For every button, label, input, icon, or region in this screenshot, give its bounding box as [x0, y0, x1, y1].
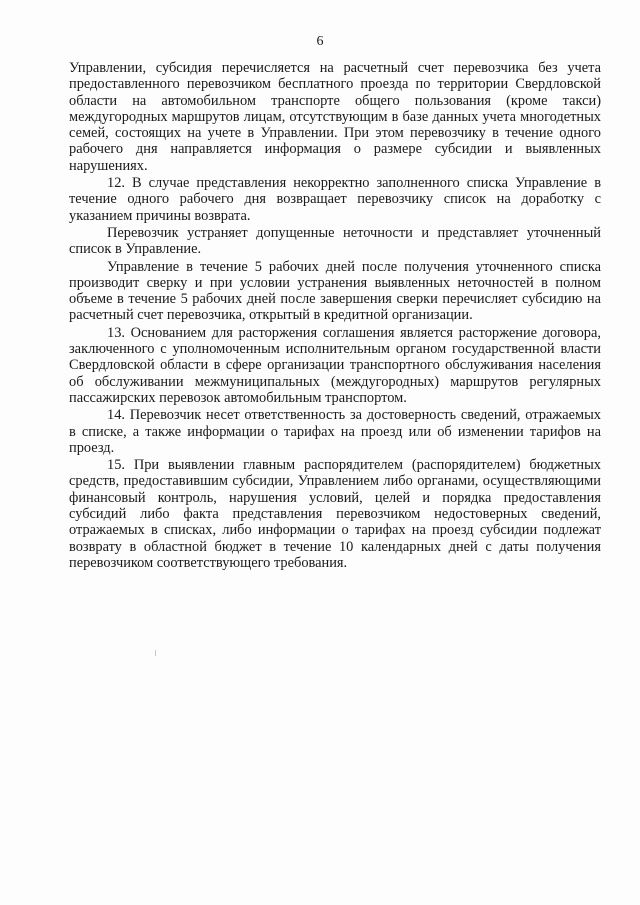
- paragraph-12: 12. В случае представления некорректно заполненного списка Управление в течение одного рабочего дня возвращает перевозчику список на доработку с указанием причины возврата.: [69, 175, 601, 224]
- paragraph-reconciliation: Управление в течение 5 рабочих дней после получения уточненного списка производит сверку и при условии устранения выявленных неточностей в полном объеме в течение 5 рабочих дней после завершения сверки перечисляет субсидию на расчетный счет перевозчика, открытый в кредитной организации.: [69, 258, 601, 324]
- paragraph-15: 15. При выявлении главным распорядителем (распорядителем) бюджетных средств, предоставившим субсидии, Управлением либо органами, осуществляющими финансовый контроль, нарушения условий, целей и порядка предоставления субсидий либо факта представления перевозчиком недостоверных сведений, отражаемых в списках, либо информации о тарифах на проезд субсидии подлежат возврату в областной бюджет в течение 10 календарных дней с даты получения перевозчиком соответствующего требования.: [69, 457, 601, 571]
- paragraph-continuation: Управлении, субсидия перечисляется на расчетный счет перевозчика без учета предоставленного перевозчиком бесплатного проезда по территории Свердловской области на автомобильном транспорте общего пользования (кроме такси) междугородных маршрутов лицам, отсутствующим в базе данных учета многодетных семей, состоящих на учете в Управлении. При этом перевозчику в течение одного рабочего дня направляется информация о размере субсидии и выявленных нарушениях.: [69, 60, 601, 174]
- paragraph-13: 13. Основанием для расторжения соглашения является расторжение договора, заключенного с уполномоченным исполнительным органом государственной власти Свердловской области в сфере организации транспортного обслуживания населения об обслуживании межмуниципальных (междугородных) маршрутов регулярных пассажирских перевозок автомобильным транспортом.: [69, 324, 601, 406]
- body-text: [69, 60, 601, 571]
- scan-speck: [155, 650, 156, 656]
- paragraph-14: 14. Перевозчик несет ответственность за достоверность сведений, отражаемых в списке, а также информации о тарифах на проезд или об изменении тарифов на проезд.: [69, 407, 601, 456]
- page-number: 6: [316, 34, 324, 49]
- paragraph-carrier-corrections: Перевозчик устраняет допущенные неточности и представляет уточненный список в Управление.: [69, 224, 601, 258]
